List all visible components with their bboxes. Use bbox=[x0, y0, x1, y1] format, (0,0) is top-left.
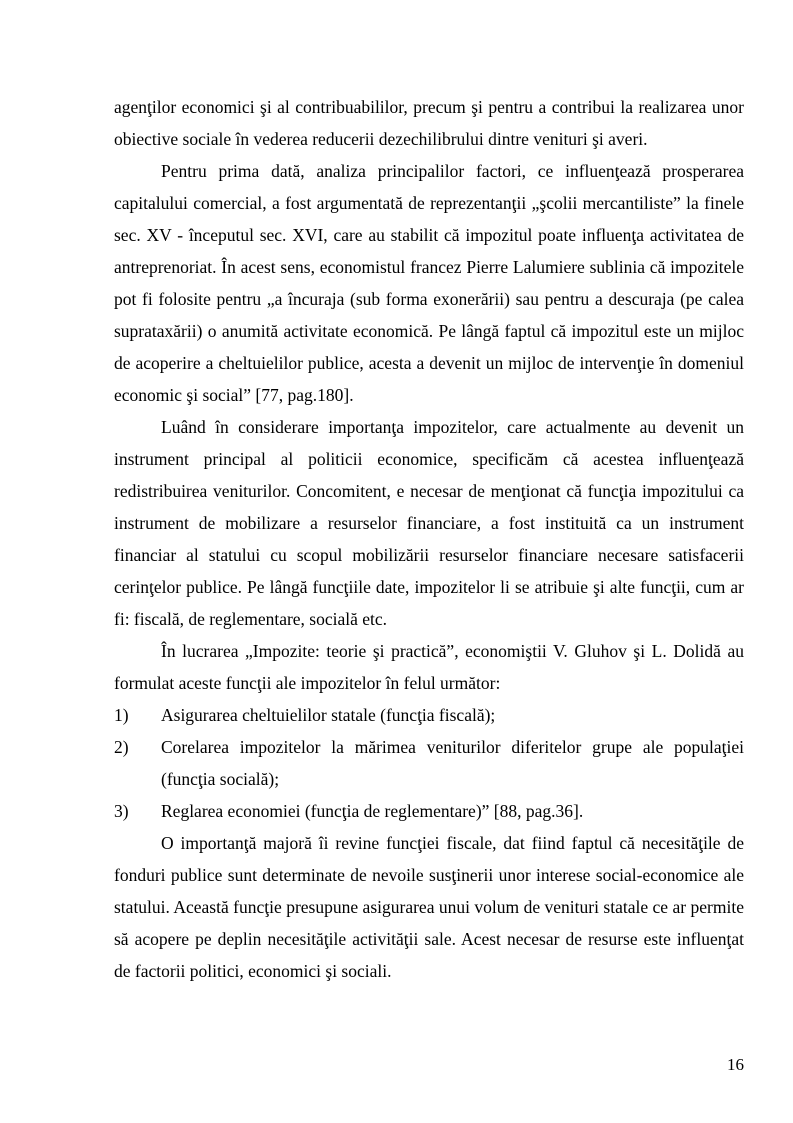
paragraph-tax-functions-intro: În lucrarea „Impozite: teorie şi practică”, economiştii V. Gluhov şi L. Dolidă au formulat aceste funcţii ale impozitelor în felul următor: bbox=[114, 641, 744, 693]
list-item-text: Corelarea impozitelor la mărimea veniturilor diferitelor grupe ale populaţiei (funcţia socială); bbox=[161, 737, 744, 789]
document-body bbox=[114, 91, 744, 987]
list-item-text: Reglarea economiei (funcţia de reglementare)” [88, pag.36]. bbox=[161, 801, 584, 821]
list-item-number: 3) bbox=[114, 801, 129, 821]
paragraph-continuation: agenţilor economici şi al contribuabililor, precum şi pentru a contribui la realizarea unor obiective sociale în vederea reducerii dezechilibrului dintre venituri şi averi. bbox=[114, 97, 744, 149]
list-item bbox=[114, 795, 744, 827]
list-item-text: Asigurarea cheltuielilor statale (funcţia fiscală); bbox=[161, 705, 496, 725]
page-number: 16 bbox=[727, 1055, 744, 1074]
list-item-number: 2) bbox=[114, 737, 129, 757]
list-item bbox=[114, 731, 744, 795]
paragraph-mercantilist-school: Pentru prima dată, analiza principalilor factori, ce influenţează prosperarea capitalului comercial, a fost argumentată de reprezentanţii „şcolii mercantiliste” la finele sec. XV - începutul sec. XVI, care au stabilit că impozitul poate influenţa activitatea de antreprenoriat. În acest sens, economistul francez Pierre Lalumiere sublinia că impozitele pot fi folosite pentru „a încuraja (sub forma exonerării) sau pentru a descuraja (pe calea suprataxării) o anumită activitate economică. Pe lângă faptul că impozitul este un mijloc de acoperire a cheltuielilor publice, acesta a devenit un mijloc de intervenţie în domeniul economic şi social” [77, pag.180]. bbox=[114, 161, 744, 405]
paragraph-tax-importance: Luând în considerare importanţa impozitelor, care actualmente au devenit un instrument principal al politicii economice, specificăm că acestea influenţează redistribuirea veniturilor. Concomitent, e necesar de menţionat că funcţia impozitului ca instrument de mobilizare a resurselor financiare, a fost instituită ca un instrument financiar al statului cu scopul mobilizării resurselor financiare necesare satisfacerii cerinţelor publice. Pe lângă funcţiile date, impozitelor li se atribuie şi alte funcţii, cum ar fi: fiscală, de reglementare, socială etc. bbox=[114, 417, 744, 629]
list-item-number: 1) bbox=[114, 705, 129, 725]
tax-functions-list bbox=[114, 699, 744, 827]
list-item bbox=[114, 699, 744, 731]
paragraph-fiscal-function: O importanţă majoră îi revine funcţiei fiscale, dat fiind faptul că necesităţile de fonduri publice sunt determinate de nevoile susţinerii unor interese social-economice ale statului. Această funcţie presupune asigurarea unui volum de venituri statale ce ar permite să acopere pe deplin necesităţile activităţii sale. Acest necesar de resurse este influenţat de factorii politici, economici şi sociali. bbox=[114, 833, 744, 981]
